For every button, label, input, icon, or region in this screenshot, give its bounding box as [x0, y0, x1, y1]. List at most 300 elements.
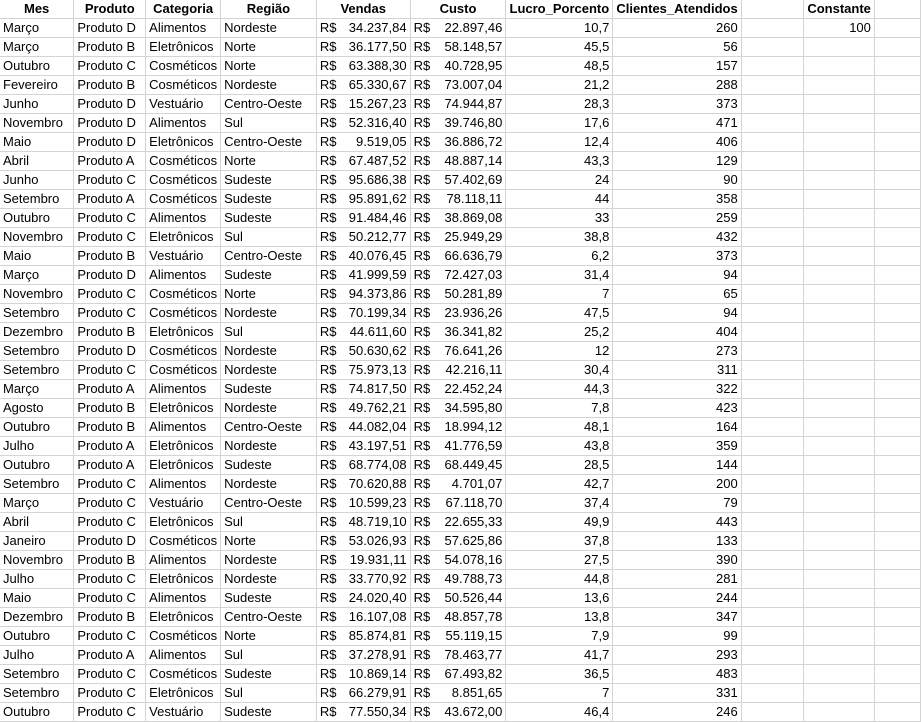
regiao-cell[interactable]: Nordeste [221, 76, 317, 95]
categoria-cell[interactable]: Alimentos [146, 266, 221, 285]
custo-cell[interactable] [410, 437, 506, 456]
categoria-cell[interactable]: Alimentos [146, 589, 221, 608]
produto-cell[interactable]: Produto A [74, 380, 146, 399]
vendas-cell[interactable] [316, 323, 410, 342]
regiao-cell[interactable]: Nordeste [221, 361, 317, 380]
vendas-cell[interactable] [316, 475, 410, 494]
custo-cell[interactable] [410, 627, 506, 646]
constante-cell[interactable]: 100 [804, 19, 875, 38]
lucro-cell[interactable]: 45,5 [506, 38, 613, 57]
categoria-cell[interactable]: Eletrônicos [146, 513, 221, 532]
empty-cell[interactable] [874, 532, 920, 551]
mes-cell[interactable]: Novembro [0, 228, 74, 247]
regiao-cell[interactable]: Sudeste [221, 190, 317, 209]
regiao-cell[interactable]: Sudeste [221, 209, 317, 228]
empty-cell[interactable] [874, 361, 920, 380]
lucro-cell[interactable]: 24 [506, 171, 613, 190]
regiao-cell[interactable]: Nordeste [221, 19, 317, 38]
custo-cell[interactable] [410, 399, 506, 418]
lucro-cell[interactable]: 38,8 [506, 228, 613, 247]
empty-cell[interactable] [874, 570, 920, 589]
empty-cell[interactable] [874, 171, 920, 190]
mes-cell[interactable]: Novembro [0, 285, 74, 304]
empty-cell[interactable] [741, 95, 804, 114]
vendas-cell[interactable] [316, 418, 410, 437]
mes-cell[interactable]: Maio [0, 247, 74, 266]
produto-cell[interactable]: Produto D [74, 266, 146, 285]
clientes-cell[interactable]: 311 [613, 361, 741, 380]
regiao-cell[interactable]: Sudeste [221, 665, 317, 684]
regiao-cell[interactable]: Norte [221, 152, 317, 171]
vendas-cell[interactable] [316, 38, 410, 57]
custo-cell[interactable] [410, 19, 506, 38]
constante-cell[interactable] [804, 646, 875, 665]
produto-cell[interactable]: Produto C [74, 361, 146, 380]
custo-cell[interactable] [410, 703, 506, 722]
vendas-cell[interactable] [316, 380, 410, 399]
lucro-cell[interactable]: 27,5 [506, 551, 613, 570]
header-vendas[interactable]: Vendas [316, 0, 410, 19]
vendas-cell[interactable] [316, 513, 410, 532]
empty-cell[interactable] [874, 627, 920, 646]
header-mes[interactable]: Mes [0, 0, 74, 19]
lucro-cell[interactable]: 48,5 [506, 57, 613, 76]
lucro-cell[interactable]: 17,6 [506, 114, 613, 133]
produto-cell[interactable]: Produto D [74, 95, 146, 114]
empty-cell[interactable] [741, 513, 804, 532]
constante-cell[interactable] [804, 551, 875, 570]
empty-cell[interactable] [874, 285, 920, 304]
clientes-cell[interactable]: 373 [613, 247, 741, 266]
header-categoria[interactable]: Categoria [146, 0, 221, 19]
lucro-cell[interactable]: 47,5 [506, 304, 613, 323]
regiao-cell[interactable]: Norte [221, 285, 317, 304]
vendas-cell[interactable] [316, 399, 410, 418]
clientes-cell[interactable]: 273 [613, 342, 741, 361]
categoria-cell[interactable]: Alimentos [146, 19, 221, 38]
clientes-cell[interactable]: 432 [613, 228, 741, 247]
empty-cell[interactable] [874, 19, 920, 38]
lucro-cell[interactable]: 10,7 [506, 19, 613, 38]
produto-cell[interactable]: Produto C [74, 228, 146, 247]
mes-cell[interactable]: Outubro [0, 627, 74, 646]
mes-cell[interactable]: Julho [0, 646, 74, 665]
empty-cell[interactable] [874, 418, 920, 437]
clientes-cell[interactable]: 358 [613, 190, 741, 209]
constante-cell[interactable] [804, 437, 875, 456]
lucro-cell[interactable]: 12 [506, 342, 613, 361]
regiao-cell[interactable]: Centro-Oeste [221, 418, 317, 437]
lucro-cell[interactable]: 48,1 [506, 418, 613, 437]
empty-cell[interactable] [874, 57, 920, 76]
regiao-cell[interactable]: Nordeste [221, 475, 317, 494]
regiao-cell[interactable]: Sul [221, 684, 317, 703]
categoria-cell[interactable]: Cosméticos [146, 532, 221, 551]
categoria-cell[interactable]: Cosméticos [146, 152, 221, 171]
lucro-cell[interactable]: 33 [506, 209, 613, 228]
categoria-cell[interactable]: Eletrônicos [146, 684, 221, 703]
empty-cell[interactable] [874, 456, 920, 475]
clientes-cell[interactable]: 281 [613, 570, 741, 589]
categoria-cell[interactable]: Cosméticos [146, 304, 221, 323]
empty-cell[interactable] [874, 228, 920, 247]
empty-cell[interactable] [741, 247, 804, 266]
constante-cell[interactable] [804, 190, 875, 209]
lucro-cell[interactable]: 28,5 [506, 456, 613, 475]
vendas-cell[interactable] [316, 456, 410, 475]
lucro-cell[interactable]: 12,4 [506, 133, 613, 152]
clientes-cell[interactable]: 483 [613, 665, 741, 684]
empty-cell[interactable] [874, 247, 920, 266]
empty-cell[interactable] [874, 608, 920, 627]
constante-cell[interactable] [804, 589, 875, 608]
mes-cell[interactable]: Abril [0, 513, 74, 532]
mes-cell[interactable]: Setembro [0, 190, 74, 209]
mes-cell[interactable]: Julho [0, 570, 74, 589]
produto-cell[interactable]: Produto B [74, 247, 146, 266]
clientes-cell[interactable]: 259 [613, 209, 741, 228]
lucro-cell[interactable]: 44,3 [506, 380, 613, 399]
constante-cell[interactable] [804, 38, 875, 57]
custo-cell[interactable] [410, 646, 506, 665]
clientes-cell[interactable]: 322 [613, 380, 741, 399]
constante-cell[interactable] [804, 342, 875, 361]
empty-cell[interactable] [874, 152, 920, 171]
mes-cell[interactable]: Novembro [0, 114, 74, 133]
custo-cell[interactable] [410, 570, 506, 589]
custo-cell[interactable] [410, 190, 506, 209]
produto-cell[interactable]: Produto C [74, 570, 146, 589]
categoria-cell[interactable]: Alimentos [146, 209, 221, 228]
empty-cell[interactable] [741, 570, 804, 589]
categoria-cell[interactable]: Eletrônicos [146, 608, 221, 627]
vendas-cell[interactable] [316, 608, 410, 627]
mes-cell[interactable]: Março [0, 266, 74, 285]
constante-cell[interactable] [804, 57, 875, 76]
custo-cell[interactable] [410, 608, 506, 627]
empty-cell[interactable] [874, 114, 920, 133]
empty-cell[interactable] [741, 418, 804, 437]
custo-cell[interactable] [410, 247, 506, 266]
lucro-cell[interactable]: 7,8 [506, 399, 613, 418]
produto-cell[interactable]: Produto C [74, 209, 146, 228]
constante-cell[interactable] [804, 76, 875, 95]
constante-cell[interactable] [804, 247, 875, 266]
empty-cell[interactable] [874, 95, 920, 114]
custo-cell[interactable] [410, 38, 506, 57]
lucro-cell[interactable]: 37,4 [506, 494, 613, 513]
produto-cell[interactable]: Produto C [74, 475, 146, 494]
empty-cell[interactable] [741, 57, 804, 76]
constante-cell[interactable] [804, 475, 875, 494]
regiao-cell[interactable]: Sudeste [221, 266, 317, 285]
mes-cell[interactable]: Setembro [0, 475, 74, 494]
clientes-cell[interactable]: 79 [613, 494, 741, 513]
custo-cell[interactable] [410, 494, 506, 513]
vendas-cell[interactable] [316, 532, 410, 551]
lucro-cell[interactable]: 41,7 [506, 646, 613, 665]
custo-cell[interactable] [410, 361, 506, 380]
empty-cell[interactable] [741, 437, 804, 456]
produto-cell[interactable]: Produto C [74, 684, 146, 703]
constante-cell[interactable] [804, 665, 875, 684]
categoria-cell[interactable]: Vestuário [146, 703, 221, 722]
regiao-cell[interactable]: Sul [221, 323, 317, 342]
custo-cell[interactable] [410, 532, 506, 551]
vendas-cell[interactable] [316, 228, 410, 247]
header-empty-k[interactable] [874, 0, 920, 19]
produto-cell[interactable]: Produto A [74, 646, 146, 665]
empty-cell[interactable] [741, 323, 804, 342]
clientes-cell[interactable]: 347 [613, 608, 741, 627]
lucro-cell[interactable]: 36,5 [506, 665, 613, 684]
mes-cell[interactable]: Outubro [0, 209, 74, 228]
empty-cell[interactable] [741, 171, 804, 190]
clientes-cell[interactable]: 129 [613, 152, 741, 171]
empty-cell[interactable] [741, 703, 804, 722]
clientes-cell[interactable]: 471 [613, 114, 741, 133]
constante-cell[interactable] [804, 608, 875, 627]
regiao-cell[interactable]: Norte [221, 532, 317, 551]
regiao-cell[interactable]: Sudeste [221, 380, 317, 399]
lucro-cell[interactable]: 13,8 [506, 608, 613, 627]
vendas-cell[interactable] [316, 266, 410, 285]
regiao-cell[interactable]: Sudeste [221, 171, 317, 190]
custo-cell[interactable] [410, 380, 506, 399]
regiao-cell[interactable]: Nordeste [221, 551, 317, 570]
empty-cell[interactable] [741, 342, 804, 361]
empty-cell[interactable] [874, 323, 920, 342]
regiao-cell[interactable]: Sudeste [221, 589, 317, 608]
produto-cell[interactable]: Produto C [74, 304, 146, 323]
categoria-cell[interactable]: Cosméticos [146, 57, 221, 76]
mes-cell[interactable]: Julho [0, 437, 74, 456]
produto-cell[interactable]: Produto C [74, 494, 146, 513]
categoria-cell[interactable]: Eletrônicos [146, 399, 221, 418]
produto-cell[interactable]: Produto B [74, 399, 146, 418]
empty-cell[interactable] [741, 266, 804, 285]
vendas-cell[interactable] [316, 95, 410, 114]
empty-cell[interactable] [874, 551, 920, 570]
lucro-cell[interactable]: 46,4 [506, 703, 613, 722]
custo-cell[interactable] [410, 57, 506, 76]
mes-cell[interactable]: Março [0, 494, 74, 513]
empty-cell[interactable] [741, 475, 804, 494]
mes-cell[interactable]: Setembro [0, 684, 74, 703]
produto-cell[interactable]: Produto D [74, 532, 146, 551]
produto-cell[interactable]: Produto C [74, 57, 146, 76]
mes-cell[interactable]: Outubro [0, 418, 74, 437]
categoria-cell[interactable]: Eletrônicos [146, 133, 221, 152]
empty-cell[interactable] [874, 380, 920, 399]
produto-cell[interactable]: Produto C [74, 703, 146, 722]
custo-cell[interactable] [410, 228, 506, 247]
vendas-cell[interactable] [316, 209, 410, 228]
vendas-cell[interactable] [316, 570, 410, 589]
header-regiao[interactable]: Região [221, 0, 317, 19]
custo-cell[interactable] [410, 684, 506, 703]
constante-cell[interactable] [804, 627, 875, 646]
empty-cell[interactable] [741, 399, 804, 418]
categoria-cell[interactable]: Eletrônicos [146, 570, 221, 589]
mes-cell[interactable]: Outubro [0, 703, 74, 722]
lucro-cell[interactable]: 7 [506, 684, 613, 703]
clientes-cell[interactable]: 144 [613, 456, 741, 475]
empty-cell[interactable] [874, 437, 920, 456]
vendas-cell[interactable] [316, 494, 410, 513]
categoria-cell[interactable]: Cosméticos [146, 190, 221, 209]
clientes-cell[interactable]: 99 [613, 627, 741, 646]
constante-cell[interactable] [804, 285, 875, 304]
empty-cell[interactable] [874, 133, 920, 152]
mes-cell[interactable]: Outubro [0, 57, 74, 76]
custo-cell[interactable] [410, 513, 506, 532]
categoria-cell[interactable]: Cosméticos [146, 665, 221, 684]
lucro-cell[interactable]: 44 [506, 190, 613, 209]
vendas-cell[interactable] [316, 342, 410, 361]
vendas-cell[interactable] [316, 285, 410, 304]
empty-cell[interactable] [741, 684, 804, 703]
custo-cell[interactable] [410, 323, 506, 342]
lucro-cell[interactable]: 30,4 [506, 361, 613, 380]
categoria-cell[interactable]: Cosméticos [146, 285, 221, 304]
vendas-cell[interactable] [316, 19, 410, 38]
clientes-cell[interactable]: 443 [613, 513, 741, 532]
mes-cell[interactable]: Março [0, 19, 74, 38]
regiao-cell[interactable]: Nordeste [221, 570, 317, 589]
regiao-cell[interactable]: Nordeste [221, 342, 317, 361]
empty-cell[interactable] [874, 399, 920, 418]
constante-cell[interactable] [804, 380, 875, 399]
produto-cell[interactable]: Produto A [74, 152, 146, 171]
produto-cell[interactable]: Produto D [74, 133, 146, 152]
constante-cell[interactable] [804, 703, 875, 722]
lucro-cell[interactable]: 28,3 [506, 95, 613, 114]
custo-cell[interactable] [410, 285, 506, 304]
empty-cell[interactable] [874, 38, 920, 57]
vendas-cell[interactable] [316, 627, 410, 646]
empty-cell[interactable] [874, 266, 920, 285]
empty-cell[interactable] [741, 285, 804, 304]
regiao-cell[interactable]: Centro-Oeste [221, 133, 317, 152]
vendas-cell[interactable] [316, 646, 410, 665]
categoria-cell[interactable]: Cosméticos [146, 627, 221, 646]
constante-cell[interactable] [804, 228, 875, 247]
empty-cell[interactable] [874, 304, 920, 323]
empty-cell[interactable] [874, 646, 920, 665]
clientes-cell[interactable]: 288 [613, 76, 741, 95]
produto-cell[interactable]: Produto A [74, 437, 146, 456]
mes-cell[interactable]: Maio [0, 589, 74, 608]
produto-cell[interactable]: Produto A [74, 190, 146, 209]
produto-cell[interactable]: Produto C [74, 513, 146, 532]
vendas-cell[interactable] [316, 589, 410, 608]
custo-cell[interactable] [410, 266, 506, 285]
categoria-cell[interactable]: Cosméticos [146, 76, 221, 95]
custo-cell[interactable] [410, 76, 506, 95]
vendas-cell[interactable] [316, 551, 410, 570]
empty-cell[interactable] [741, 608, 804, 627]
categoria-cell[interactable]: Eletrônicos [146, 437, 221, 456]
header-lucro-porcento[interactable]: Lucro_Porcento [506, 0, 613, 19]
regiao-cell[interactable]: Sudeste [221, 703, 317, 722]
empty-cell[interactable] [741, 38, 804, 57]
constante-cell[interactable] [804, 418, 875, 437]
custo-cell[interactable] [410, 304, 506, 323]
vendas-cell[interactable] [316, 171, 410, 190]
regiao-cell[interactable]: Sul [221, 114, 317, 133]
produto-cell[interactable]: Produto C [74, 589, 146, 608]
vendas-cell[interactable] [316, 190, 410, 209]
empty-cell[interactable] [741, 456, 804, 475]
mes-cell[interactable]: Abril [0, 152, 74, 171]
custo-cell[interactable] [410, 665, 506, 684]
clientes-cell[interactable]: 406 [613, 133, 741, 152]
custo-cell[interactable] [410, 551, 506, 570]
header-custo[interactable]: Custo [410, 0, 506, 19]
lucro-cell[interactable]: 7,9 [506, 627, 613, 646]
empty-cell[interactable] [874, 475, 920, 494]
produto-cell[interactable]: Produto B [74, 551, 146, 570]
clientes-cell[interactable]: 404 [613, 323, 741, 342]
categoria-cell[interactable]: Cosméticos [146, 342, 221, 361]
produto-cell[interactable]: Produto B [74, 418, 146, 437]
vendas-cell[interactable] [316, 152, 410, 171]
produto-cell[interactable]: Produto D [74, 19, 146, 38]
empty-cell[interactable] [874, 513, 920, 532]
vendas-cell[interactable] [316, 665, 410, 684]
empty-cell[interactable] [874, 342, 920, 361]
constante-cell[interactable] [804, 152, 875, 171]
constante-cell[interactable] [804, 570, 875, 589]
regiao-cell[interactable]: Nordeste [221, 304, 317, 323]
mes-cell[interactable]: Setembro [0, 665, 74, 684]
mes-cell[interactable]: Maio [0, 133, 74, 152]
produto-cell[interactable]: Produto B [74, 323, 146, 342]
custo-cell[interactable] [410, 589, 506, 608]
custo-cell[interactable] [410, 114, 506, 133]
constante-cell[interactable] [804, 494, 875, 513]
categoria-cell[interactable]: Eletrônicos [146, 323, 221, 342]
empty-cell[interactable] [741, 665, 804, 684]
clientes-cell[interactable]: 157 [613, 57, 741, 76]
clientes-cell[interactable]: 244 [613, 589, 741, 608]
lucro-cell[interactable]: 21,2 [506, 76, 613, 95]
mes-cell[interactable]: Junho [0, 171, 74, 190]
header-empty-i[interactable] [741, 0, 804, 19]
regiao-cell[interactable]: Norte [221, 57, 317, 76]
mes-cell[interactable]: Outubro [0, 456, 74, 475]
constante-cell[interactable] [804, 266, 875, 285]
mes-cell[interactable]: Setembro [0, 342, 74, 361]
constante-cell[interactable] [804, 532, 875, 551]
lucro-cell[interactable]: 37,8 [506, 532, 613, 551]
lucro-cell[interactable]: 43,8 [506, 437, 613, 456]
regiao-cell[interactable]: Sul [221, 646, 317, 665]
custo-cell[interactable] [410, 133, 506, 152]
mes-cell[interactable]: Novembro [0, 551, 74, 570]
clientes-cell[interactable]: 423 [613, 399, 741, 418]
constante-cell[interactable] [804, 323, 875, 342]
vendas-cell[interactable] [316, 133, 410, 152]
clientes-cell[interactable]: 260 [613, 19, 741, 38]
regiao-cell[interactable]: Centro-Oeste [221, 95, 317, 114]
lucro-cell[interactable]: 25,2 [506, 323, 613, 342]
mes-cell[interactable]: Dezembro [0, 323, 74, 342]
empty-cell[interactable] [874, 76, 920, 95]
constante-cell[interactable] [804, 399, 875, 418]
categoria-cell[interactable]: Alimentos [146, 551, 221, 570]
